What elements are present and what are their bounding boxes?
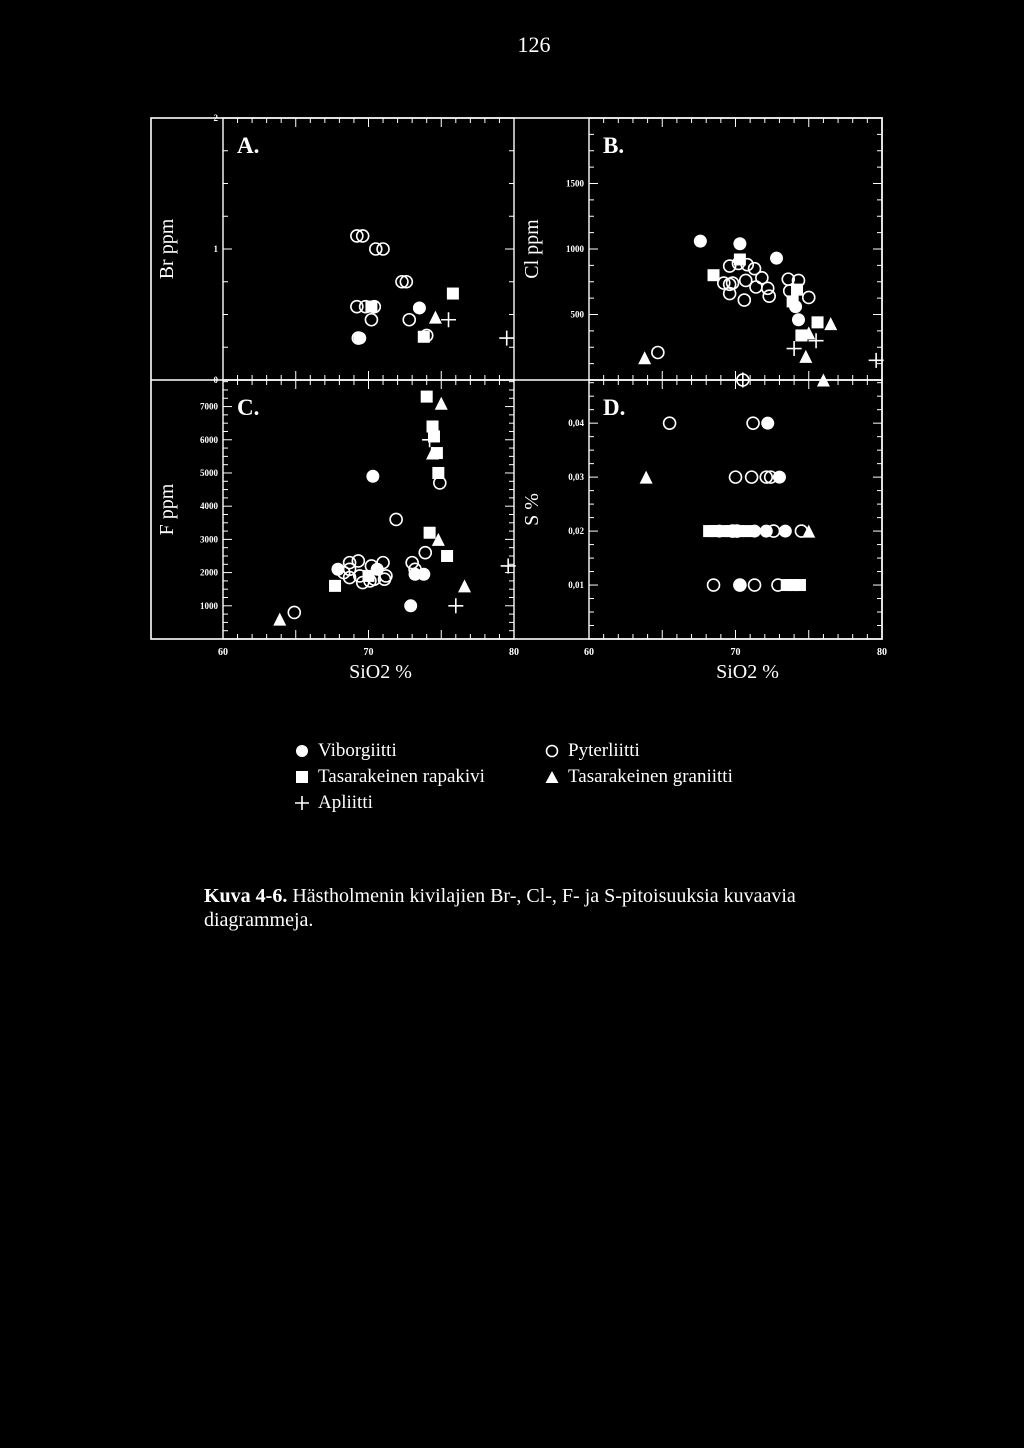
plot-area: [589, 118, 882, 380]
y-tick-label: 0,04: [568, 418, 584, 429]
data-point: [403, 314, 415, 326]
y-tick-label: 500: [570, 309, 584, 320]
data-point: [734, 253, 746, 265]
open-circle-marker-icon: [544, 743, 560, 759]
filled-circle-marker-icon: [294, 743, 310, 759]
y-tick-label: 0: [213, 375, 218, 385]
panel-4: [589, 380, 882, 639]
y-tick-label: 3000: [200, 534, 218, 545]
data-point: [694, 235, 707, 248]
data-point: [363, 570, 375, 582]
legend-left: [294, 738, 485, 816]
data-point: [763, 290, 775, 302]
y-axis-title: S %: [521, 493, 543, 526]
scatter-figure: [0, 0, 1024, 700]
x-axis-title: SiO2 %: [349, 661, 412, 683]
legend-item-pyterliitti: [544, 738, 733, 764]
page-number: 126: [517, 32, 551, 57]
legend-label-viborgiitti: Viborgiitti: [318, 740, 397, 761]
data-point: [441, 550, 453, 562]
data-point: [733, 237, 746, 250]
y-axis-title: F ppm: [156, 483, 178, 536]
data-point: [749, 579, 761, 591]
y-tick-label: 6000: [200, 434, 218, 445]
data-point: [429, 311, 442, 324]
data-point: [365, 301, 377, 313]
x-tick-label: 70: [730, 647, 741, 658]
legend-label-apliitti: Apliitti: [318, 792, 373, 813]
y-axis-title: Br ppm: [156, 218, 178, 280]
data-point: [288, 606, 300, 618]
panel-label: C.: [237, 395, 260, 420]
x-tick-label: 80: [877, 647, 887, 658]
data-point: [750, 281, 762, 293]
data-point: [664, 417, 676, 429]
panel-label: D.: [603, 395, 626, 420]
data-point: [741, 525, 753, 537]
legend-item-tasarakeinen-rapakivi: [294, 764, 485, 790]
x-tick-label: 80: [509, 647, 519, 658]
data-point: [432, 467, 444, 479]
data-point: [787, 295, 799, 307]
data-point: [499, 331, 514, 346]
data-point: [708, 269, 720, 281]
data-point: [812, 316, 824, 328]
legend-label-tasarakeinen-graniitti: Tasarakeinen graniitti: [568, 766, 733, 787]
data-point: [435, 397, 448, 410]
data-point: [421, 391, 433, 403]
data-point: [447, 288, 459, 300]
data-point: [787, 341, 802, 356]
y-axis-title: Cl ppm: [521, 219, 543, 279]
y-tick-label: 7000: [200, 401, 218, 412]
panel-3: [223, 380, 516, 639]
plot-area: [223, 118, 514, 380]
caption-text: Hästholmenin kivilajien Br-, Cl-, F- ja S-pitoisuuksia kuvaavia diagrammeja.: [204, 885, 796, 931]
y-tick-label: 1500: [566, 178, 584, 189]
y-tick-label: 2: [213, 113, 218, 123]
legend-label-pyterliitti: Pyterliitti: [568, 740, 640, 761]
legend-label-tasarakeinen-rapakivi: Tasarakeinen rapakivi: [318, 766, 485, 787]
caption-label: Kuva 4-6.: [204, 885, 288, 907]
figure-frame: [151, 118, 882, 639]
y-tick-label: 2000: [200, 567, 218, 578]
legend-item-viborgiitti: [294, 738, 485, 764]
data-point: [424, 527, 436, 539]
panel-2: [589, 118, 884, 388]
plot-area: [589, 380, 882, 639]
plus-marker-icon: [294, 795, 310, 811]
legend-item-tasarakeinen-graniitti: [544, 764, 733, 790]
data-point: [761, 417, 774, 430]
triangle-marker-icon: [544, 769, 560, 785]
data-point: [448, 598, 463, 613]
figure-caption: [204, 884, 844, 932]
panel-label: B.: [603, 133, 625, 158]
data-point: [329, 580, 341, 592]
data-point: [770, 252, 783, 265]
y-tick-label: 0,01: [568, 580, 584, 591]
x-tick-label: 70: [363, 647, 374, 658]
data-point: [792, 313, 805, 326]
data-point: [413, 301, 426, 314]
x-tick-label: 60: [584, 647, 594, 658]
data-point: [791, 284, 803, 296]
data-point: [794, 579, 806, 591]
data-point: [746, 471, 758, 483]
data-point: [404, 599, 417, 612]
data-point: [803, 291, 815, 303]
data-point: [708, 579, 720, 591]
plot-area: [223, 380, 514, 639]
data-point: [730, 471, 742, 483]
data-point: [365, 314, 377, 326]
x-tick-label: 60: [218, 647, 228, 658]
square-marker-icon: [294, 769, 310, 785]
y-tick-label: 1000: [566, 244, 584, 254]
data-point: [747, 417, 759, 429]
data-point: [441, 312, 456, 327]
legend-right: [544, 738, 733, 790]
data-point: [652, 346, 664, 358]
y-tick-label: 4000: [200, 501, 218, 512]
data-point: [638, 351, 651, 364]
data-point: [824, 317, 837, 330]
data-point: [273, 613, 286, 626]
data-point: [418, 331, 430, 343]
data-point: [738, 294, 750, 306]
data-point: [779, 525, 792, 538]
y-tick-label: 1000: [200, 600, 218, 611]
y-tick-label: 1: [213, 244, 218, 254]
legend-item-apliitti: [294, 790, 485, 816]
data-point: [419, 547, 431, 559]
data-point: [390, 513, 402, 525]
data-point: [640, 471, 653, 484]
y-tick-label: 0,02: [568, 526, 584, 537]
y-tick-label: 0,03: [568, 472, 584, 483]
panel-1: [223, 118, 514, 380]
x-axis-title: SiO2 %: [716, 661, 779, 683]
panel-label: A.: [237, 133, 260, 158]
data-point: [377, 243, 389, 255]
data-point: [366, 470, 379, 483]
y-tick-label: 5000: [200, 467, 218, 478]
data-point: [458, 579, 471, 592]
data-point: [799, 350, 812, 363]
